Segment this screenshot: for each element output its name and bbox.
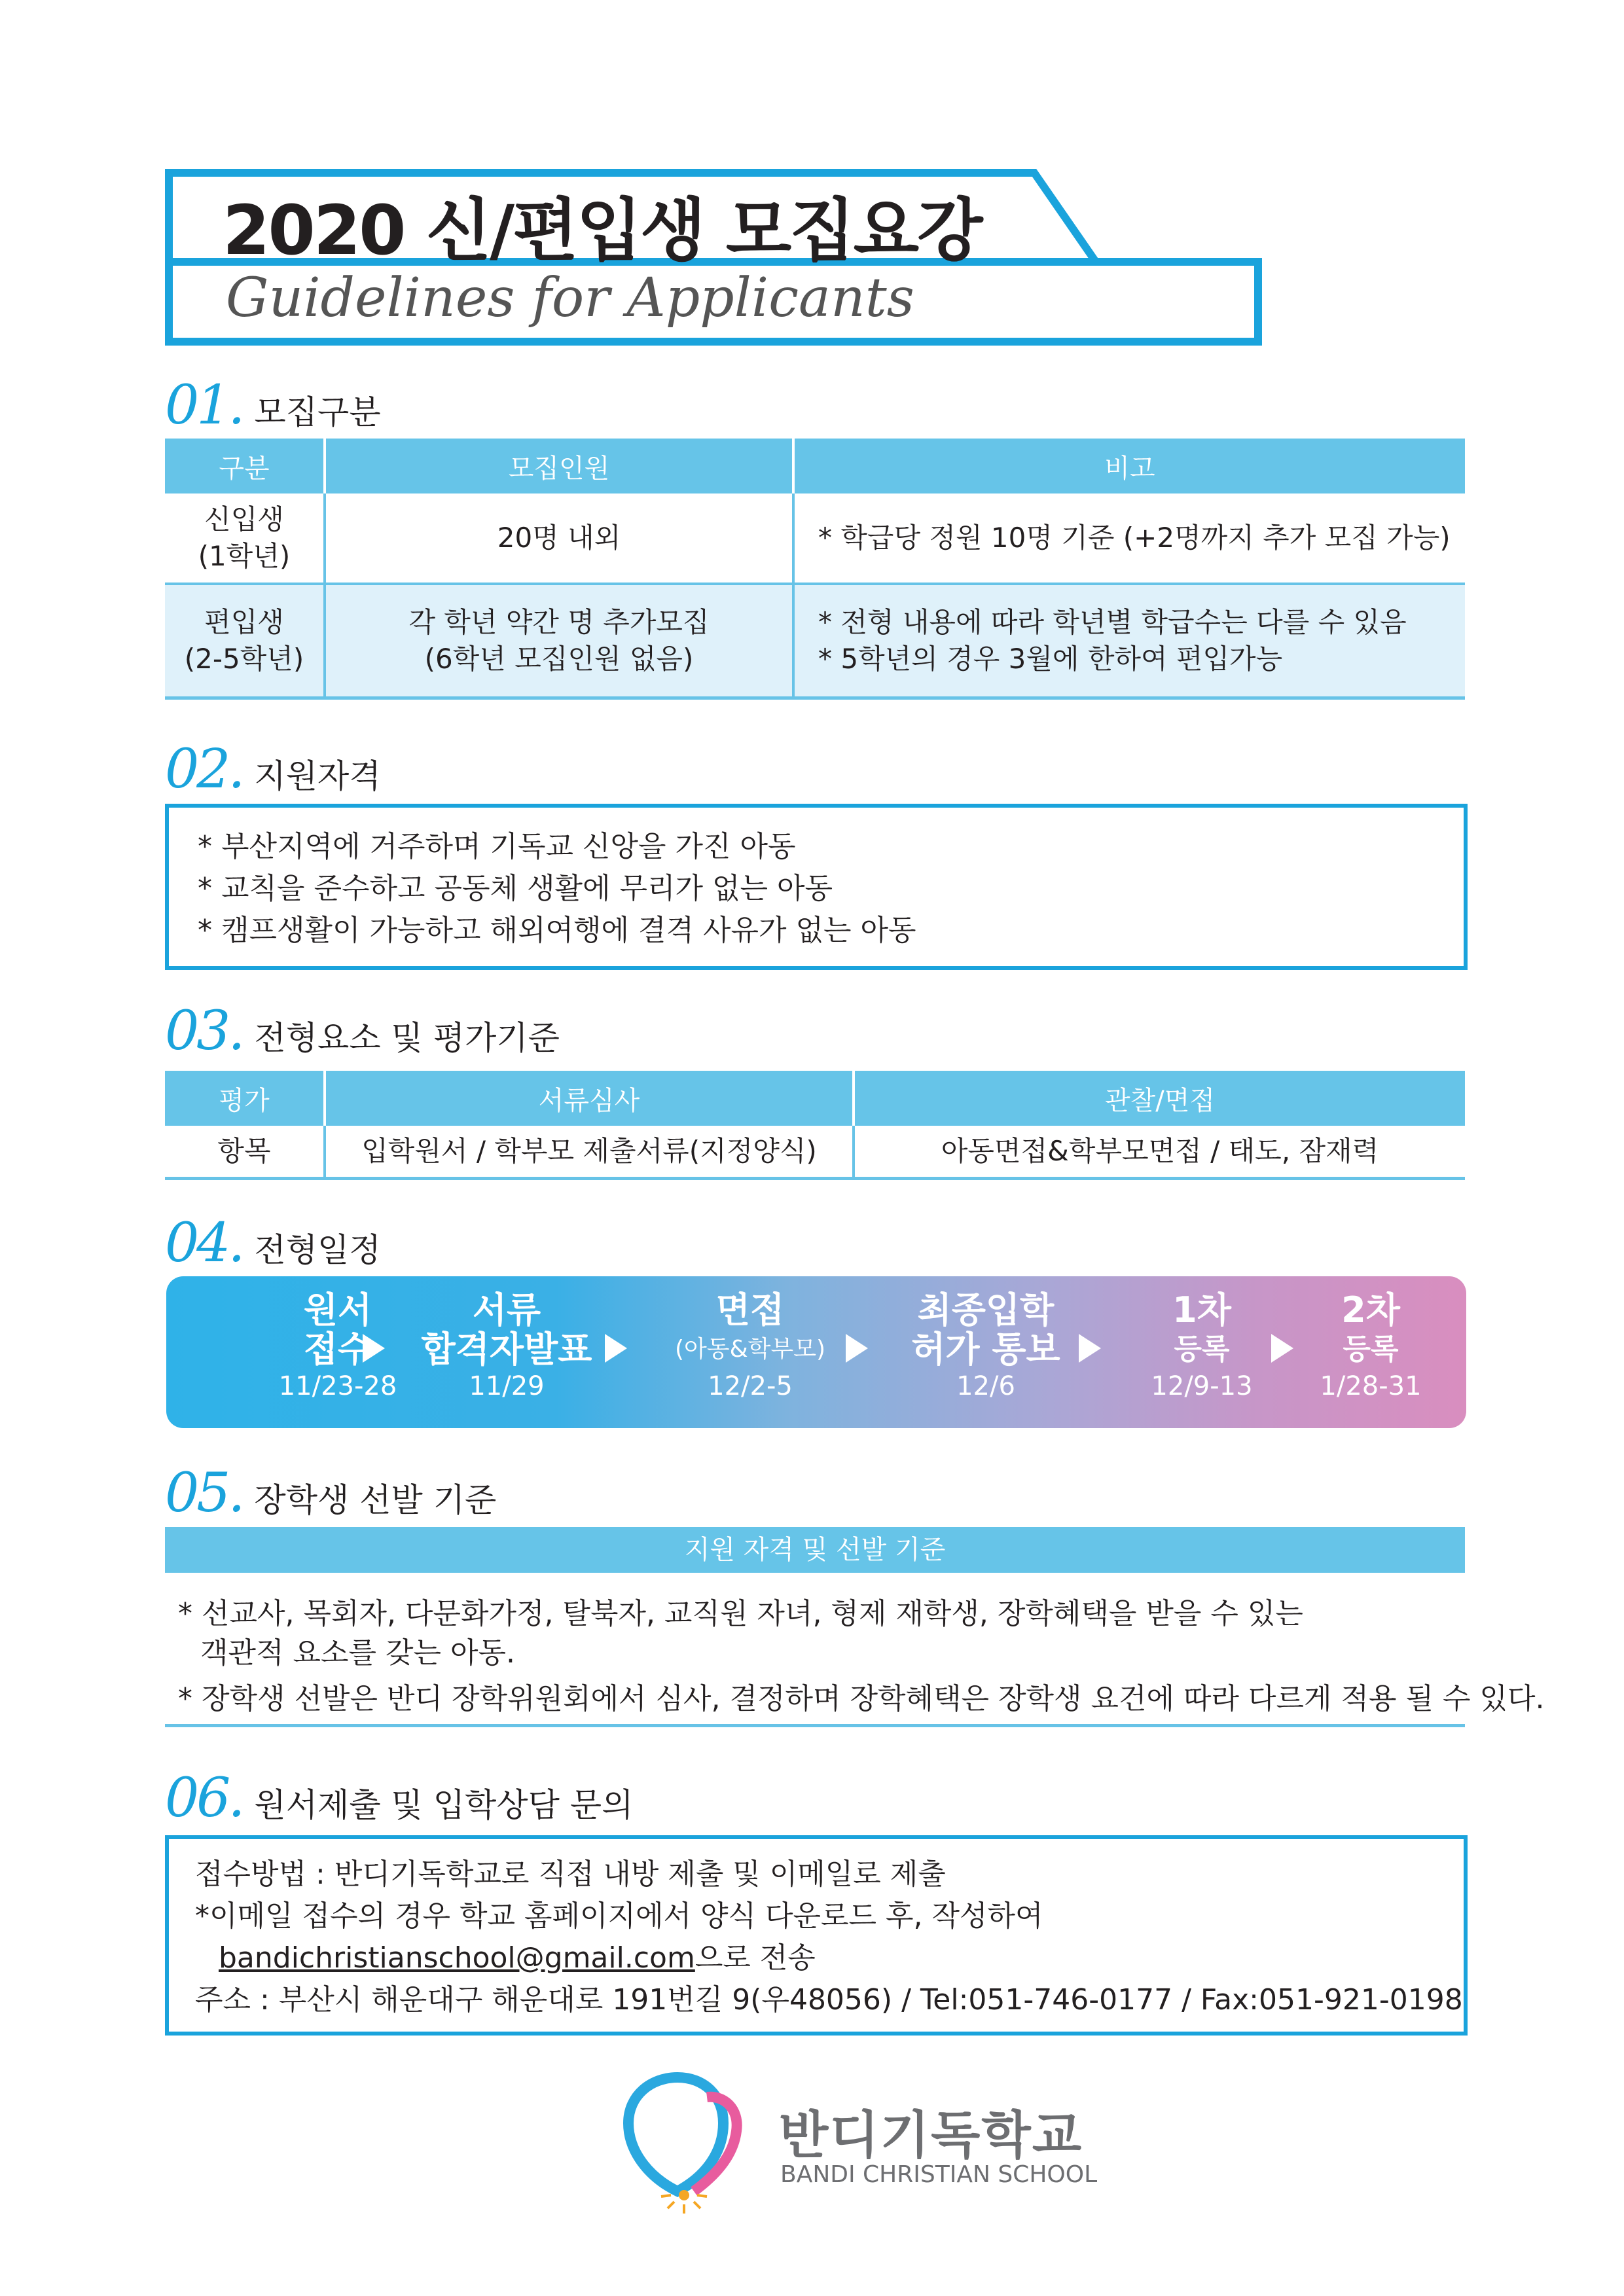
section-title: 전형일정 — [254, 1231, 381, 1269]
schedule-step-first-registration: 1차 등록 12/9-13 — [1151, 1289, 1253, 1401]
recruitment-table — [165, 439, 1465, 700]
table-cell: 항목 — [165, 1126, 325, 1178]
arrow-right-icon — [846, 1334, 868, 1363]
table-header: 서류심사 — [325, 1071, 854, 1126]
section-number: 02. — [165, 738, 243, 800]
email-link[interactable]: bandichristianschool@gmail.com — [219, 1941, 695, 1975]
schedule-step-application: 원서 접수 11/23-28 — [278, 1289, 397, 1401]
table-cell: 각 학년 약간 명 추가모집 (6학년 모집인원 없음) — [325, 584, 793, 698]
list-item: * 부산지역에 거주하며 기독교 신앙을 가진 아동 — [198, 830, 796, 863]
section-number: 04. — [165, 1212, 243, 1274]
page-subtitle: Guidelines for Applicants — [226, 267, 914, 329]
table-cell: * 전형 내용에 따라 학년별 학급수는 다를 수 있음 * 5학년의 경우 3월에 한하여 편입가능 — [793, 584, 1465, 698]
section-number: 05. — [165, 1462, 243, 1524]
list-item: * 캠프생활이 가능하고 해외여행에 결격 사유가 없는 아동 — [198, 914, 916, 947]
eligibility-box — [165, 804, 1468, 970]
arrow-right-icon — [363, 1334, 385, 1363]
address: 주소 : 부산시 해운대구 해운대로 191번길 9(우48056) / Tel:051-746-0177 / Fax:051-921-0198 — [195, 1983, 1463, 2017]
schedule-step-interview: 면접 (아동&학부모) 12/2-5 — [674, 1289, 826, 1401]
scholarship-criteria-bar: 지원 자격 및 선발 기준 — [165, 1527, 1465, 1573]
table-row — [165, 493, 1465, 584]
section-number: 01. — [165, 374, 243, 437]
email-note: *이메일 접수의 경우 학교 홈페이지에서 양식 다운로드 후, 작성하여 — [195, 1899, 1043, 1933]
schedule-step-document-result: 서류 합격자발표 11/29 — [421, 1289, 592, 1401]
table-cell: 신입생 (1학년) — [165, 493, 325, 584]
list-item: 객관적 요소를 갖는 아동. — [200, 1636, 515, 1670]
section-title: 지원자격 — [254, 757, 381, 795]
section-04-heading — [165, 1212, 381, 1274]
arrow-right-icon — [605, 1334, 627, 1363]
divider — [165, 1724, 1465, 1727]
table-header: 구분 — [165, 439, 325, 493]
email-line: bandichristianschool@gmail.com으로 전송 — [219, 1941, 816, 1975]
table-header: 평가 — [165, 1071, 325, 1126]
list-item: * 선교사, 목회자, 다문화가정, 탈북자, 교직원 자녀, 형제 재학생, 장학혜택을 받을 수 있는 — [178, 1597, 1303, 1630]
section-title: 모집구분 — [254, 393, 381, 431]
section-title: 장학생 선발 기준 — [254, 1481, 497, 1519]
school-name: 반디기독학교 — [779, 2106, 1083, 2165]
submission-method: 접수방법 : 반디기독학교로 직접 내방 제출 및 이메일로 제출 — [195, 1857, 946, 1891]
section-title: 전형요소 및 평가기준 — [254, 1019, 560, 1057]
list-item: * 교칙을 준수하고 공동체 생활에 무리가 없는 아동 — [198, 872, 833, 905]
section-number: 06. — [165, 1767, 243, 1829]
table-cell: 편입생 (2-5학년) — [165, 584, 325, 698]
page-title: 2020 신/편입생 모집요강 — [223, 190, 981, 270]
section-title: 원서제출 및 입학상담 문의 — [254, 1786, 634, 1824]
section-01-heading — [165, 374, 381, 437]
evaluation-table — [165, 1071, 1465, 1180]
section-02-heading — [165, 738, 381, 800]
school-logo-icon — [615, 2066, 766, 2216]
schedule-step-second-registration: 2차 등록 1/28-31 — [1320, 1289, 1422, 1401]
school-name-english: BANDI CHRISTIAN SCHOOL — [780, 2161, 1098, 2188]
table-cell: * 학급당 정원 10명 기준 (+2명까지 추가 모집 가능) — [793, 493, 1465, 584]
section-05-heading — [165, 1462, 497, 1524]
arrow-right-icon — [1079, 1334, 1101, 1363]
section-03-heading — [165, 1000, 560, 1062]
section-06-heading — [165, 1767, 634, 1829]
section-number: 03. — [165, 1000, 243, 1062]
table-cell: 20명 내외 — [325, 493, 793, 584]
table-header: 모집인원 — [325, 439, 793, 493]
contact-box — [165, 1835, 1468, 2036]
table-header: 비고 — [793, 439, 1465, 493]
list-item: * 장학생 선발은 반디 장학위원회에서 심사, 결정하며 장학혜택은 장학생 요건에 따라 다르게 적용 될 수 있다. — [178, 1682, 1545, 1715]
table-row — [165, 1126, 1465, 1178]
table-row — [165, 584, 1465, 698]
table-header: 관찰/면접 — [854, 1071, 1465, 1126]
schedule-bar — [166, 1276, 1466, 1428]
schedule-step-final-notice: 최종입학 허가 통보 12/6 — [911, 1289, 1060, 1401]
table-cell: 입학원서 / 학부모 제출서류(지정양식) — [325, 1126, 854, 1178]
table-cell: 아동면접&학부모면접 / 태도, 잠재력 — [854, 1126, 1465, 1178]
